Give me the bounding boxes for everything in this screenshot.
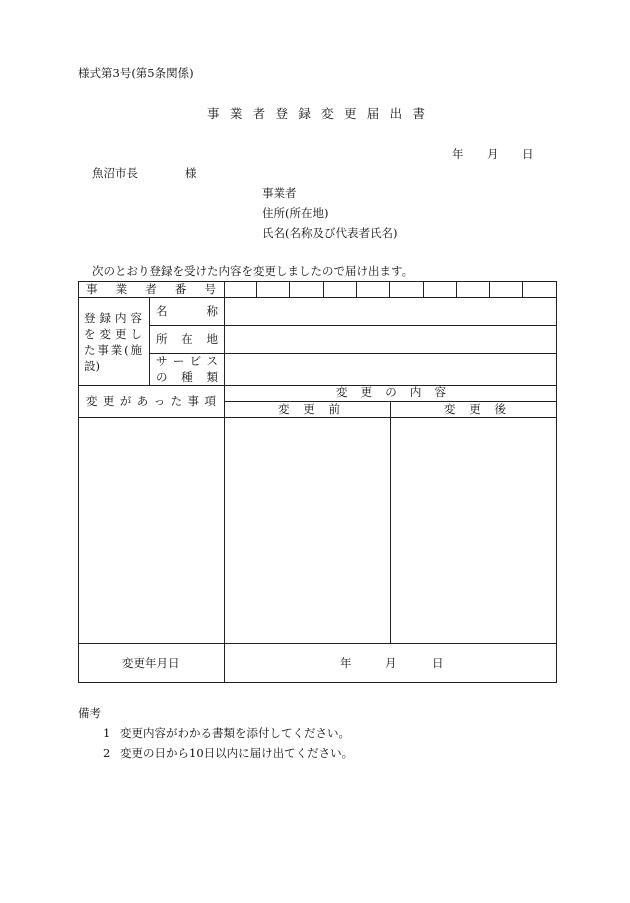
change-date-year: 年 — [340, 656, 352, 670]
business-number-box-divider — [356, 281, 357, 297]
applicant-name: 氏名(名称及び代表者氏名) — [262, 226, 398, 240]
business-number-box-divider — [456, 281, 457, 297]
addressee-honorific: 様 — [185, 166, 197, 180]
business-number-box-divider — [323, 281, 324, 297]
change-notification-table — [78, 281, 557, 683]
note-2-number: 2 — [103, 746, 111, 760]
business-number-box-divider — [289, 281, 290, 297]
business-number-box-divider — [489, 281, 490, 297]
note-1-number: 1 — [103, 726, 111, 740]
changed-business-line-1: 登 録 内 容 — [84, 311, 142, 325]
note-1-text: 変更内容がわかる書類を添付してください。 — [120, 726, 350, 740]
location-label: 所 在 地 — [156, 332, 218, 346]
change-date-label: 変更年月日 — [122, 656, 180, 670]
statement: 次のとおり登録を受けた内容を変更しましたので届け出ます。 — [92, 264, 414, 278]
before-label: 変 更 前 — [278, 402, 340, 416]
service-label-1: サ ー ビ ス — [156, 354, 218, 368]
date-day: 日 — [522, 147, 534, 161]
changed-business-line-2: を 変 更 し — [84, 327, 142, 341]
business-number-box-divider — [389, 281, 390, 297]
business-number-box-divider — [423, 281, 424, 297]
note-2-text: 変更の日から10日以内に届け出てください。 — [120, 746, 354, 760]
business-number-box-divider — [522, 281, 523, 297]
after-label: 変 更 後 — [444, 402, 506, 416]
addressee-name: 魚沼市長 — [92, 166, 138, 180]
changed-business-line-3: た 事 業 ( 施 — [84, 343, 142, 357]
notes-heading: 備考 — [78, 706, 101, 720]
service-label-2: の 種 類 — [156, 370, 218, 384]
change-date-day: 日 — [432, 656, 444, 670]
form-number: 様式第3号(第5条関係) — [78, 66, 194, 80]
form-title: 事 業 者 登 録 変 更 届 出 書 — [207, 106, 425, 121]
applicant-address: 住所(所在地) — [262, 206, 329, 220]
date-year: 年 — [452, 147, 464, 161]
date-month: 月 — [487, 147, 499, 161]
change-date-month: 月 — [385, 656, 397, 670]
applicant-label: 事業者 — [262, 186, 297, 200]
business-number-label: 事 業 者 番 号 — [86, 282, 216, 296]
name-label: 名 称 — [156, 304, 218, 318]
changed-business-line-4: 設) — [84, 359, 100, 373]
business-number-box-divider — [256, 281, 257, 297]
changed-items-label: 変 更 が あ っ た 事 項 — [86, 394, 216, 408]
change-contents-label: 変 更 の 内 容 — [336, 385, 446, 399]
